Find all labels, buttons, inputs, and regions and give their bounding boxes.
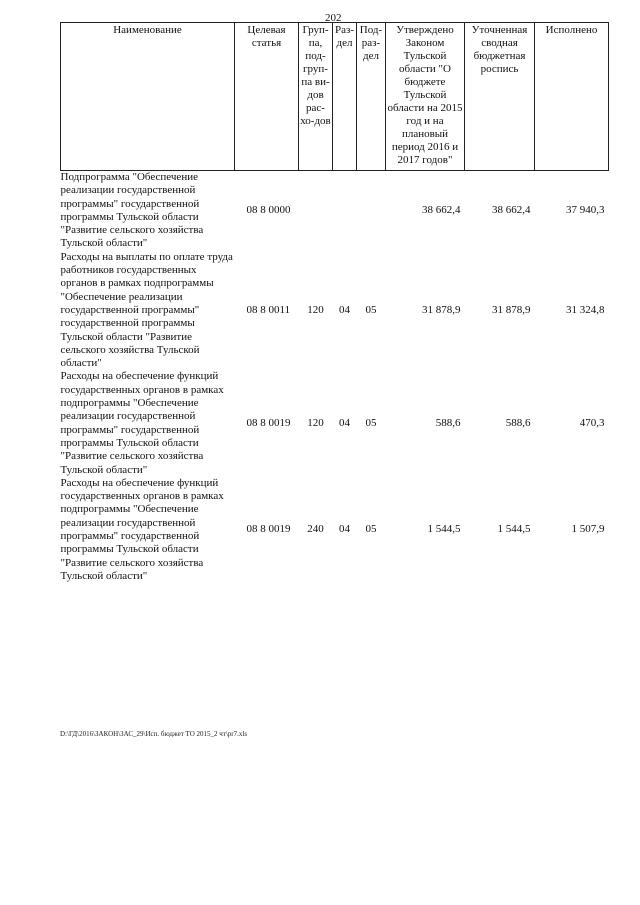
row-refined: 38 662,4: [492, 204, 531, 217]
page-number: 202: [325, 12, 342, 24]
table-row: [61, 370, 609, 476]
header-name: Наименование: [61, 23, 235, 171]
header-subsection: Под-раз-дел: [357, 23, 386, 171]
row-subsection: 05: [365, 303, 377, 316]
row-refined: 1 544,5: [497, 523, 531, 536]
row-subsection: 05: [365, 523, 377, 536]
header-approved: Утверждено Законом Тульской области "О бюджете Тульской области на 2015 год и на плановый период 2016 и 2017 годов": [386, 23, 465, 171]
row-approved: 1 544,5: [427, 523, 461, 536]
row-executed: 1 507,9: [571, 523, 605, 536]
row-refined: 588,6: [505, 416, 531, 429]
header-executed: Исполнено: [535, 23, 609, 171]
header-target-article: Целевая статья: [235, 23, 299, 171]
row-target-article: 08 8 0019: [246, 416, 291, 429]
row-group: 240: [307, 523, 324, 536]
row-target-article: 08 8 0000: [246, 204, 291, 217]
row-name: Расходы на обеспечение функций государственных органов в рамках подпрограммы "Обеспечение реализации государственной программы" государственной программы Тульской области "Развитие сельского хозяйства Тульской области": [60, 370, 224, 476]
row-name: Подпрограмма "Обеспечение реализации государственной программы" государственной программы Тульской области "Развитие сельского хозяйства Тульской области": [60, 171, 204, 250]
table-header-row: [61, 23, 609, 171]
row-section: 04: [339, 523, 350, 536]
row-approved: 38 662,4: [422, 204, 461, 217]
row-executed: 37 940,3: [566, 204, 605, 217]
row-subsection: 05: [365, 416, 377, 429]
table-row: [61, 477, 609, 583]
header-group: Груп-па, под-груп-па ви-дов рас-хо-дов: [299, 23, 333, 171]
row-name: Расходы на обеспечение функций государственных органов в рамках подпрограммы "Обеспечение реализации государственной программы" государственной программы Тульской области "Развитие сельского хозяйства Тульской области": [60, 476, 224, 582]
row-executed: 470,3: [579, 416, 605, 429]
file-path-footer: D:\ГД\2016\ЗАКОН\ЗАС_29\Исп. бюджет ТО 2015_2 чт\pr7.xls: [60, 730, 248, 738]
row-subsection: [357, 171, 386, 251]
budget-table: [60, 22, 609, 583]
header-refined: Уточненная сводная бюджетная роспись: [465, 23, 535, 171]
row-section: 04: [339, 303, 350, 316]
table-row: [61, 171, 609, 251]
row-approved: 588,6: [435, 416, 461, 429]
row-executed: 31 324,8: [566, 303, 605, 316]
row-name: Расходы на выплаты по оплате труда работников государственных органов в рамках подпрограммы "Обеспечение реализации государственной программы" государственной программы Тульской области "Развитие сельского хозяйства Тульской области": [60, 250, 233, 370]
table-row: [61, 251, 609, 371]
row-section: 04: [339, 416, 350, 429]
row-target-article: 08 8 0019: [246, 523, 291, 536]
row-refined: 31 878,9: [492, 303, 531, 316]
row-section: [333, 171, 357, 251]
header-section: Раз-дел: [333, 23, 357, 171]
row-group: [299, 171, 333, 251]
row-group: 120: [307, 303, 324, 316]
row-target-article: 08 8 0011: [246, 303, 291, 316]
row-approved: 31 878,9: [422, 303, 461, 316]
row-group: 120: [307, 416, 324, 429]
